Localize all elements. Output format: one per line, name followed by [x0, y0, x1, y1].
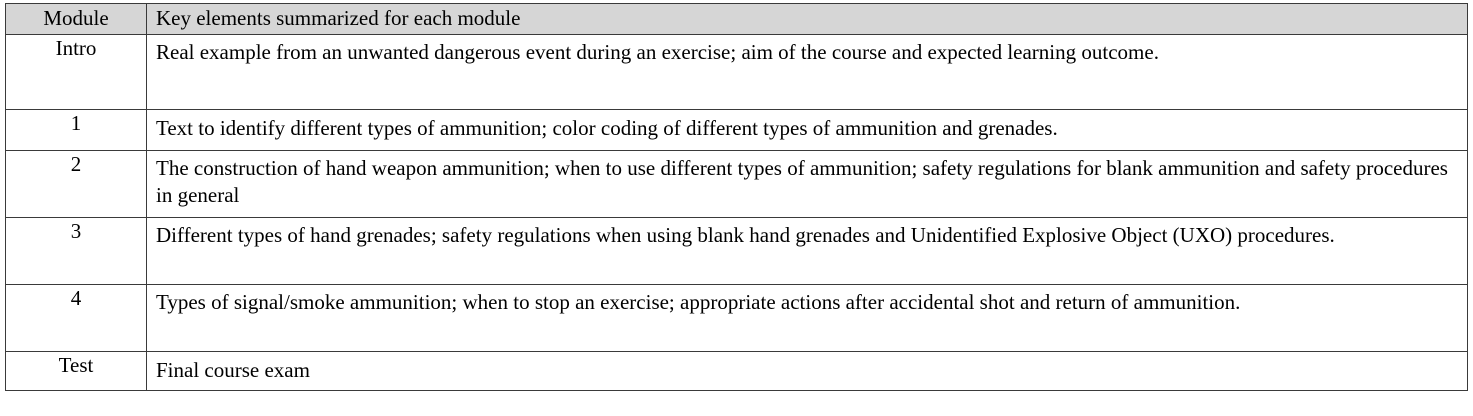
table-row [6, 352, 1468, 391]
header-row [6, 4, 1468, 35]
module-cell: Test [6, 352, 147, 391]
table-row [6, 35, 1468, 110]
description-cell: Final course exam [147, 352, 1468, 391]
module-cell: 1 [6, 110, 147, 151]
table-row [6, 110, 1468, 151]
table-header [6, 4, 1468, 35]
module-cell: Intro [6, 35, 147, 110]
table-body [6, 35, 1468, 391]
column-header-key-elements: Key elements summarized for each module [147, 4, 1468, 35]
description-cell: The construction of hand weapon ammunition; when to use different types of ammunition; safety regulations for blank ammunition and safety procedures in general [147, 151, 1468, 218]
table-row [6, 151, 1468, 218]
column-header-module: Module [6, 4, 147, 35]
table-row [6, 218, 1468, 285]
table-row [6, 285, 1468, 352]
module-cell: 2 [6, 151, 147, 218]
description-cell: Types of signal/smoke ammunition; when to stop an exercise; appropriate actions after accidental shot and return of ammunition. [147, 285, 1468, 352]
module-summary-table [5, 3, 1468, 391]
description-cell: Real example from an unwanted dangerous event during an exercise; aim of the course and expected learning outcome. [147, 35, 1468, 110]
description-cell: Text to identify different types of ammunition; color coding of different types of ammunition and grenades. [147, 110, 1468, 151]
module-cell: 3 [6, 218, 147, 285]
module-cell: 4 [6, 285, 147, 352]
description-cell: Different types of hand grenades; safety regulations when using blank hand grenades and Unidentified Explosive Object (UXO) procedures. [147, 218, 1468, 285]
